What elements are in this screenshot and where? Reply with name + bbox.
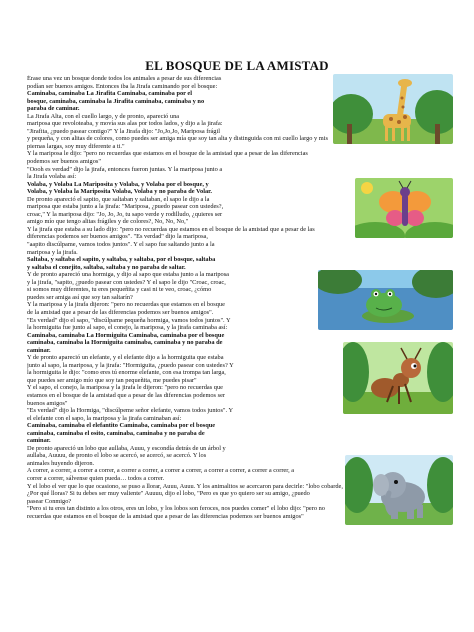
- story-line: "aapito discúlpame, vamos todos juntos". Y el sapo fue saltando junto a la: [27, 241, 215, 249]
- story-line: ¿Por qué lloras? Si tu debes ser muy valiente" Auuuu, dijo el lobo, "Pero es que yo quiero ser su amigo, ¿puedo: [27, 490, 310, 498]
- story-line: de la amistad que a pesar de las diferencias podemos ser buenos amigos".: [27, 308, 214, 316]
- story-line: puedes ser amiga así que soy tan saltarín?: [27, 293, 133, 301]
- story-line: croac," Y la mariposa dijo: "Jo, Jo, Jo, tu sapo verde y rodilludo, ¿quieres ser: [27, 210, 223, 218]
- story-line: y pequeña, y con alitas de colores, como puedes ser amiga mía que soy tan alta y distinguida con mi cuello largo y mis: [27, 135, 328, 143]
- story-line: caminar.: [27, 346, 51, 354]
- story-line: Caminaba, caminaba La Hormiguita Caminaba, caminaba por el bosque: [27, 331, 225, 339]
- page-title: EL BOSQUE DE LA AMISTAD: [145, 58, 329, 73]
- story-line: A correr, a correr, a correr a correr, a correr a correr, a correr a correr, a correr a correr, a correr a correr, a: [27, 467, 295, 475]
- story-line: Saltaba, y saltaba el sapito, y saltaba, y saltaba, por el bosque, saltaba: [27, 256, 216, 264]
- story-line: animales huyendo dijeron.: [27, 459, 95, 467]
- giraffe-picture: [333, 74, 453, 144]
- story-line: "Oooh es verdad" dijo la jirafa, entonces fueron juntas. Y la mariposa junto a: [27, 165, 223, 173]
- story-line: la hormiguita le dijo: "como eres tú enorme elefante, con esa trompa tan larga,: [27, 369, 226, 377]
- story-line: paraba de caminar.: [27, 105, 80, 113]
- ant-picture: [343, 342, 453, 414]
- story-line: De pronto apareció un lobo que aullaba, Auuu, y escondía detrás de un árbol y: [27, 444, 226, 452]
- story-line: Caminaba, caminaba La Jirafita Caminaba, caminaba por el: [27, 90, 193, 98]
- story-line: "Es verdad" dijo el sapo, "discúlpame pequeña hormiga, vamos todos juntos". Y: [27, 316, 231, 324]
- story-line: el elefante con el sapo, la mariposa y la jirafa caminaban así:: [27, 414, 182, 422]
- story-line: Y la mariposa le dijo: "pero no recuerdas que estamos en el bosque de la amistad que a pesar de las diferencias: [27, 150, 308, 158]
- story-line: La Jirafa Alta, con el cuello largo, y de pronto, apareció una: [27, 112, 180, 120]
- story-line: Y la mariposa y la jirafa dijeron: "pero no recuerdas que estamos en el bosque: [27, 301, 225, 309]
- story-line: mariposa que revoloteaba, y movía sus alas por todos lados, y dijo a la jirafa:: [27, 120, 223, 128]
- story-line: buenos amigos": [27, 399, 68, 407]
- story-line: pasear Conmigo?: [27, 497, 72, 505]
- ant-illustration: [343, 342, 453, 414]
- story-line: la Jirafa volaba así:: [27, 173, 77, 181]
- story-line: la hormiguita fue junto al sapo, el conejo, la mariposa, y la jirafa caminaba así:: [27, 324, 228, 332]
- butterfly-illustration: [355, 178, 453, 238]
- story-line: que puedes ser amigo mío que soy tan pequeñita, me puedes pisar": [27, 376, 197, 384]
- story-line: "Jirafita, ¿puedo pasear contigo?" Y la Jirafa dijo: "Jo,Jo,Jo, Mariposa frágil: [27, 127, 220, 135]
- story-line: recuerdas que estamos en el bosque de la amistad que a pesar de las diferencias podemos ser buenos amigos": [27, 512, 304, 520]
- elephant-picture: [345, 455, 453, 525]
- frog-illustration: [318, 270, 453, 330]
- story-line: Volaba, y Volaba la Mariposita Volaba, Volaba y no paraba de Volar.: [27, 188, 212, 196]
- story-line: bosque, caminaba, caminaba la Jirafita caminaba, caminaba y no: [27, 97, 205, 105]
- story-line: Y el lobo el ver que lo que ocasiono, se puso a llorar, Auuu, Auuu. Y los animalitos se acercaron para decirle: "lobo cobarde,: [27, 482, 343, 490]
- butterfly-picture: [355, 178, 453, 238]
- story-line: correr a correr, sálvense quien pueda… todos a correr.: [27, 474, 165, 482]
- story-line: si somos muy diferentes, tu eres pequeñita y casi ni te veo, croac, ¿cómo: [27, 286, 212, 294]
- story-line: podemos ser buenos amigos": [27, 158, 101, 166]
- story-line: "Pero si tu eres tan distinto a los otros, eres un lobo, y los lobos son feroces, nos puedes comer" el lobo dijo: "pero no: [27, 505, 325, 513]
- story-line: aullaba, Auuuu, de pronto el lobo se acercó, se acercó, se acercó. Y los: [27, 452, 207, 460]
- story-line: De pronto apareció el sapito, que saltaban y saltaban, el sapo le dijo a la: [27, 195, 210, 203]
- story-line: caminaba, caminaba la Hormiguita caminaba, caminaba y no paraba de: [27, 339, 223, 347]
- story-line: piernas largas, soy muy diferente a ti.": [27, 142, 125, 150]
- story-line: Y la jirafa que estaba a su lado dijo: "pero no recuerdas que estamos en el bosque de la amistad que a pesar de las: [27, 225, 315, 233]
- story-line: caminar.: [27, 437, 51, 445]
- story-line: Caminaba, caminaba el elefantito Caminaba, caminaba por el bosque: [27, 422, 216, 430]
- story-line: junto al sapo, la mariposa, y la jirafa: "Hormiguita, ¿puedo pasear con ustedes? Y: [27, 361, 234, 369]
- story-line: mariposa que estaba junto a la jirafa: "Mariposa, ¿puedo pasear con ustedes?,: [27, 203, 224, 211]
- story-line: Y el sapo, el conejo, la mariposa y la jirafa le dijeron: "pero no recuerdas que: [27, 384, 223, 392]
- story-line: amigo mío que tengo alitas frágiles y de colores?, No, No, No,": [27, 218, 189, 226]
- story-line: mariposa y la jirafa.: [27, 248, 78, 256]
- story-line: Y de pronto apareció una hormiga, y dijo al sapo que estaba junto a la mariposa: [27, 271, 229, 279]
- story-line: caminaba, caminaba el osito, caminaba, caminaba y no paraba de: [27, 429, 205, 437]
- elephant-illustration: [345, 455, 453, 525]
- story-line: y saltaba el conejito, saltaba, saltaba y no paraba de saltar.: [27, 263, 186, 271]
- story-line: podían ser buenos amigos. Entonces iba la Jirafa caminando por el bosque:: [27, 82, 218, 90]
- story-line: y la jirafa, "sapito, ¿puedo pasear con ustedes? Y el sapo le dijo "Croac, croac,: [27, 278, 226, 286]
- story-line: Volaba, y Volaba La Mariposita y Volaba, y Volaba por el bosque, y: [27, 180, 209, 188]
- giraffe-illustration: [333, 74, 453, 144]
- story-line: estamos en el bosque de la amistad que a pesar de las diferencias podemos ser: [27, 391, 225, 399]
- story-line: Y de pronto apareció un elefante, y el elefante dijo a la hormiguita que estaba: [27, 354, 224, 362]
- story-line: Érase una vez un bosque donde todos los animales a pesar de sus diferencias: [27, 75, 222, 82]
- story-line: "Es verdad" dijo la Hormiga, "discúlpeme señor elefante, vamos todos juntos". Y: [27, 407, 234, 415]
- story-line: diferencias podemos ser buenos amigos". "Es verdad" dijo la mariposa,: [27, 233, 208, 241]
- frog-picture: [318, 270, 453, 330]
